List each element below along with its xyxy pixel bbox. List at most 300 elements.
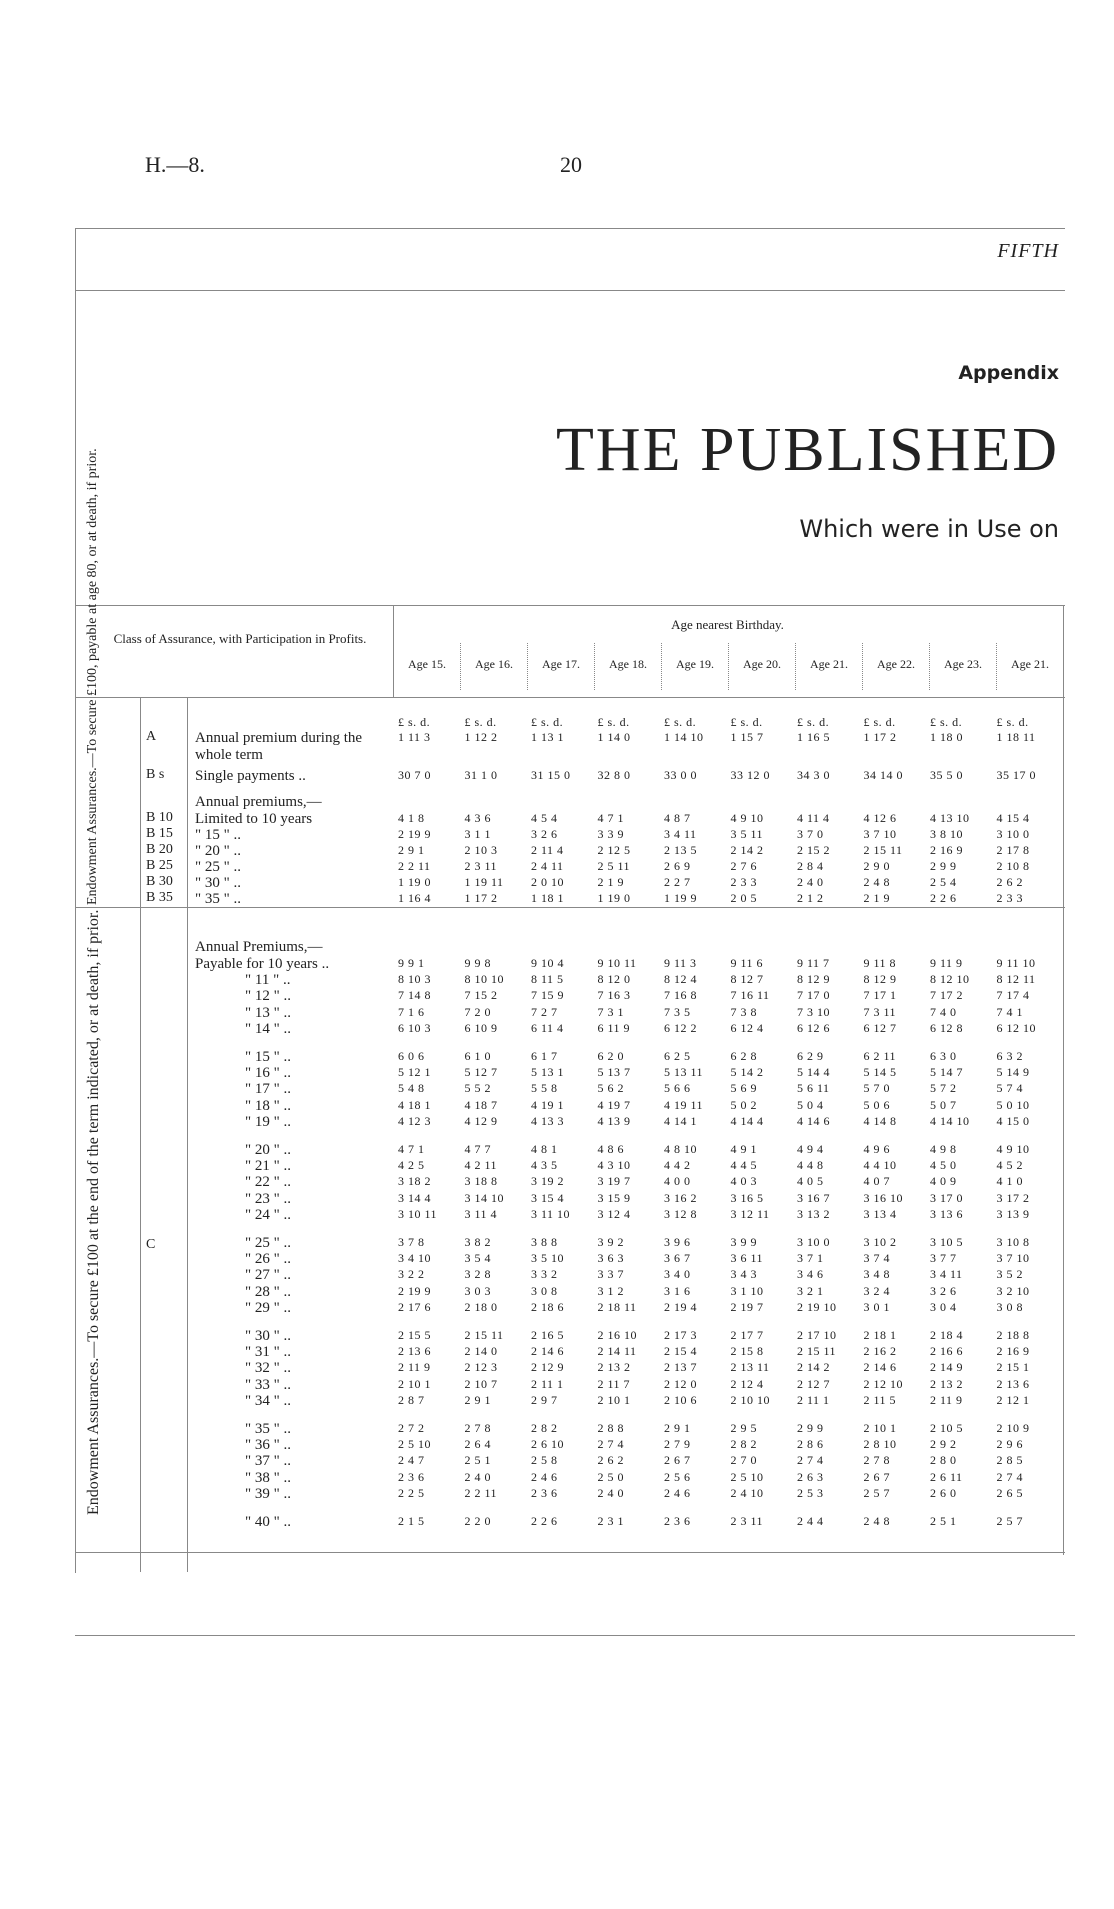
row-description: " 20 " .. [245, 1142, 291, 1158]
premium-cell: 2 16 9 [996, 1344, 1030, 1359]
row-description: " 35 " .. [195, 891, 241, 907]
premium-cell: 3 12 4 [597, 1206, 631, 1221]
premium-cell: 2 17 7 [730, 1328, 764, 1342]
row-code: B s [146, 767, 165, 782]
premium-cell: 9 11 6 [730, 956, 764, 970]
premium-cell: 9 10 4 [531, 956, 564, 970]
header-bottom-rule [75, 697, 1065, 698]
premium-cell: 7 16 11 [730, 988, 770, 1003]
premium-cell: 2 19 4 [664, 1299, 697, 1314]
row-description: Single payments .. [195, 768, 306, 784]
premium-cell: 8 12 4 [664, 972, 697, 987]
premium-cell: 4 3 10 [597, 1158, 631, 1173]
premium-cell: 3 6 3 [597, 1251, 624, 1266]
premium-cell: 4 14 1 [664, 1113, 697, 1128]
premium-cell: 3 1 2 [597, 1283, 624, 1298]
premium-cell: 6 12 2 [664, 1020, 697, 1035]
premium-cell: 2 14 6 [863, 1360, 897, 1375]
premium-cell: 3 16 7 [797, 1190, 830, 1205]
premium-cell: 3 7 0 [797, 827, 824, 841]
premium-cell: 4 19 11 [664, 1097, 704, 1112]
row-code: B 35 [146, 890, 173, 905]
premium-cell: 2 10 10 [730, 1392, 770, 1407]
premium-cell: 6 10 9 [464, 1020, 498, 1035]
premium-cell: 5 14 5 [863, 1065, 897, 1080]
row-description: " 21 " .. [245, 1158, 291, 1175]
units-label: £ s. d. [730, 715, 763, 729]
premium-cell: 9 9 1 [398, 956, 425, 970]
premium-cell: 2 18 1 [863, 1328, 897, 1342]
premium-cell: 2 14 2 [797, 1360, 830, 1375]
premium-cell: 5 0 7 [930, 1097, 957, 1112]
premium-cell: 2 3 3 [730, 875, 757, 889]
premium-cell: 3 5 11 [730, 827, 764, 841]
premium-cell: 9 11 7 [797, 956, 830, 970]
premium-cell: 2 18 8 [996, 1328, 1030, 1342]
premium-cell: 5 14 2 [730, 1065, 764, 1080]
row-description: " 24 " .. [245, 1206, 291, 1223]
premium-cell: 2 11 9 [398, 1360, 431, 1375]
premium-cell: 2 7 4 [797, 1453, 824, 1468]
left-border [75, 228, 76, 1573]
premium-cell: 4 19 1 [531, 1097, 564, 1112]
premium-cell: 1 19 9 [664, 891, 697, 905]
premium-cell: 8 12 0 [597, 972, 631, 987]
premium-cell: 2 17 6 [398, 1299, 431, 1314]
premium-cell: 4 2 11 [464, 1158, 498, 1173]
premium-cell: 2 3 6 [664, 1514, 691, 1528]
row-description: " 40 " .. [245, 1514, 291, 1530]
premium-cell: 2 10 8 [996, 859, 1030, 873]
banner-rule [75, 290, 1065, 291]
premium-cell: 4 1 8 [398, 811, 425, 825]
premium-cell: 5 13 1 [531, 1065, 564, 1080]
premium-cell: 2 18 4 [930, 1328, 963, 1342]
premium-cell: 4 12 9 [464, 1113, 498, 1128]
premium-cell: 5 0 6 [863, 1097, 890, 1112]
premium-cell: 4 11 4 [797, 811, 830, 825]
premium-cell: 4 9 1 [730, 1142, 757, 1156]
premium-cell: 2 2 6 [531, 1514, 558, 1528]
premium-cell: 2 8 2 [531, 1421, 558, 1435]
premium-cell: 2 8 4 [797, 859, 824, 873]
premium-cell: 5 12 7 [464, 1065, 498, 1080]
premium-cell: 2 8 10 [863, 1437, 897, 1452]
premium-cell: 5 5 2 [464, 1081, 491, 1096]
row-description: " 29 " .. [245, 1299, 291, 1316]
premium-cell: 2 4 11 [531, 859, 564, 873]
premium-cell: 2 12 4 [730, 1376, 764, 1391]
code-divider [187, 697, 188, 1572]
premium-cell: 2 9 6 [996, 1437, 1023, 1452]
premium-cell: 4 14 6 [797, 1113, 830, 1128]
premium-cell: 2 6 7 [863, 1469, 890, 1484]
premium-cell: 3 1 10 [730, 1283, 764, 1298]
premium-cell: 2 5 3 [797, 1485, 824, 1500]
premium-cell: 6 12 4 [730, 1020, 764, 1035]
section2-code: C [146, 1237, 156, 1252]
premium-cell: 7 3 11 [863, 1004, 897, 1019]
premium-cell: 2 1 5 [398, 1514, 425, 1528]
premium-cell: 6 2 11 [863, 1049, 897, 1063]
premium-cell: 1 15 7 [730, 730, 764, 744]
premium-cell: 3 2 8 [464, 1267, 491, 1282]
premium-cell: 3 18 2 [398, 1174, 431, 1189]
premium-cell: 7 15 2 [464, 988, 498, 1003]
premium-cell: 4 14 8 [863, 1113, 897, 1128]
age-header: Age nearest Birthday. [671, 617, 784, 632]
premium-cell: 7 17 2 [930, 988, 963, 1003]
units-label: £ s. d. [863, 715, 896, 729]
premium-cell: 2 9 1 [398, 843, 425, 857]
premium-cell: 2 5 6 [664, 1469, 691, 1484]
table-bottom-rule [75, 1552, 1065, 1553]
premium-cell: 6 3 0 [930, 1049, 957, 1063]
premium-cell: 6 3 2 [996, 1049, 1023, 1063]
premium-cell: 5 6 11 [797, 1081, 830, 1096]
premium-cell: 1 19 0 [398, 875, 431, 889]
age-column-header: Age 17. [527, 643, 594, 690]
premium-cell: 2 6 2 [996, 875, 1023, 889]
premium-cell: 2 18 11 [597, 1299, 637, 1314]
premium-cell: 2 10 5 [930, 1421, 963, 1435]
row-description: " 13 " .. [245, 1004, 291, 1021]
premium-cell: 2 7 6 [730, 859, 757, 873]
premium-cell: 4 13 10 [930, 811, 970, 825]
premium-cell: 3 7 10 [996, 1251, 1030, 1266]
premium-cell: 4 13 3 [531, 1113, 564, 1128]
premium-cell: 4 0 9 [930, 1174, 957, 1189]
premium-cell: 3 13 2 [797, 1206, 830, 1221]
premium-cell: 3 7 7 [930, 1251, 957, 1266]
premium-cell: 7 4 0 [930, 1004, 957, 1019]
premium-cell: 3 4 10 [398, 1251, 431, 1266]
premium-cell: 3 12 11 [730, 1206, 770, 1221]
premium-cell: 3 6 7 [664, 1251, 691, 1266]
premium-cell: 2 14 11 [597, 1344, 637, 1359]
premium-cell: 1 18 11 [996, 730, 1036, 744]
premium-cell: 2 15 8 [730, 1344, 764, 1359]
premium-cell: 2 11 4 [531, 843, 564, 857]
premium-cell: 2 0 5 [730, 891, 757, 905]
units-label: £ s. d. [996, 715, 1029, 729]
premium-cell: 6 0 6 [398, 1049, 425, 1063]
row-description: " 17 " .. [245, 1081, 291, 1098]
premium-cell: 4 12 3 [398, 1113, 431, 1128]
premium-cell: 3 10 0 [996, 827, 1030, 841]
row-description: " 38 " .. [245, 1469, 291, 1486]
premium-cell: 2 6 3 [797, 1469, 824, 1484]
premium-cell: 5 6 9 [730, 1081, 757, 1096]
banner-title: THE PUBLISHED [555, 416, 1059, 484]
premium-cell: 3 18 8 [464, 1174, 498, 1189]
premium-cell: 2 5 10 [730, 1469, 764, 1484]
units-label: £ s. d. [664, 715, 697, 729]
premium-cell: 3 7 8 [398, 1235, 425, 1249]
premium-cell: 1 14 0 [597, 730, 631, 744]
premium-cell: 4 4 8 [797, 1158, 824, 1173]
premium-cell: 2 4 0 [597, 1485, 624, 1500]
premium-cell: 2 16 6 [930, 1344, 963, 1359]
premium-cell: 2 8 6 [797, 1437, 824, 1452]
premium-cell: 1 17 2 [464, 891, 498, 905]
premium-cell: 4 9 4 [797, 1142, 824, 1156]
premium-cell: 7 3 10 [797, 1004, 830, 1019]
premium-cell: 2 6 11 [930, 1469, 963, 1484]
premium-cell: 7 1 6 [398, 1004, 425, 1019]
row-description: " 32 " .. [245, 1360, 291, 1377]
age-column-header: Age 16. [460, 643, 527, 690]
premium-cell: 4 1 0 [996, 1174, 1023, 1189]
row-code: B 15 [146, 826, 173, 841]
premium-cell: 2 5 11 [597, 859, 631, 873]
premium-cell: 2 7 8 [863, 1453, 890, 1468]
premium-cell: 7 17 4 [996, 988, 1030, 1003]
row-description: " 27 " .. [245, 1267, 291, 1284]
section1-label: Endowment Assurances.—To secure £100, payable at age 80, or at death, if prior. [85, 448, 100, 905]
banner-appendix: Appendix [958, 362, 1059, 384]
premium-cell: 2 3 6 [398, 1469, 425, 1484]
units-label: £ s. d. [398, 715, 431, 729]
premium-cell: 4 2 5 [398, 1158, 425, 1173]
premium-cell: 6 11 4 [531, 1020, 564, 1035]
age-column-header: Age 20. [728, 643, 795, 690]
premium-cell: 3 0 1 [863, 1299, 890, 1314]
row-description: " 39 " .. [245, 1485, 291, 1502]
premium-cell: 2 10 7 [464, 1376, 498, 1391]
premium-cell: 2 12 5 [597, 843, 631, 857]
premium-cell: 4 9 10 [730, 811, 764, 825]
premium-cell: 1 12 2 [464, 730, 498, 744]
premium-cell: 1 19 0 [597, 891, 631, 905]
premium-cell: 4 8 7 [664, 811, 691, 825]
top-rule [75, 228, 1065, 229]
premium-cell: 4 19 7 [597, 1097, 631, 1112]
premium-cell: 2 9 1 [664, 1421, 691, 1435]
premium-cell: 3 4 11 [664, 827, 697, 841]
label-divider [140, 697, 141, 1572]
premium-cell: 2 17 3 [664, 1328, 697, 1342]
premium-cell: 3 4 6 [797, 1267, 824, 1282]
premium-cell: 5 6 6 [664, 1081, 691, 1096]
premium-cell: 1 18 1 [531, 891, 564, 905]
premium-cell: 3 6 11 [730, 1251, 764, 1266]
premium-cell: 2 4 7 [398, 1453, 425, 1468]
premium-cell: 3 1 1 [464, 827, 491, 841]
premium-cell: 2 3 11 [730, 1514, 764, 1528]
premium-cell: 7 15 9 [531, 988, 564, 1003]
premium-cell: 3 3 7 [597, 1267, 624, 1282]
premium-cell: 4 7 1 [597, 811, 624, 825]
premium-cell: 2 3 1 [597, 1514, 624, 1528]
premium-cell: 2 3 11 [464, 859, 498, 873]
premium-cell: 9 11 3 [664, 956, 697, 970]
premium-cell: 5 7 0 [863, 1081, 890, 1096]
premium-cell: 2 10 3 [464, 843, 498, 857]
row-description: " 20 " .. [195, 843, 241, 859]
premium-cell: 7 2 7 [531, 1004, 558, 1019]
premium-cell: 5 0 10 [996, 1097, 1030, 1112]
premium-cell: 4 5 0 [930, 1158, 957, 1173]
age-column-header: Age 23. [929, 643, 996, 690]
premium-cell: 2 9 0 [863, 859, 890, 873]
premium-cell: 7 14 8 [398, 988, 431, 1003]
premium-cell: 4 18 1 [398, 1097, 431, 1112]
premium-cell: 2 9 5 [730, 1421, 757, 1435]
premium-cell: 2 10 1 [398, 1376, 431, 1391]
premium-cell: 4 0 7 [863, 1174, 890, 1189]
age-column-header: Age 22. [862, 643, 929, 690]
premium-cell: 2 19 7 [730, 1299, 764, 1314]
premium-cell: 2 16 10 [597, 1328, 637, 1342]
premium-cell: 3 9 2 [597, 1235, 624, 1249]
premium-cell: 4 13 9 [597, 1113, 631, 1128]
premium-cell: 3 5 2 [996, 1267, 1023, 1282]
row-description: " 15 " .. [195, 827, 241, 843]
premium-cell: 2 16 9 [930, 843, 963, 857]
premium-cell: 2 7 0 [730, 1453, 757, 1468]
premium-cell: 2 8 5 [996, 1453, 1023, 1468]
premium-cell: 2 6 5 [996, 1485, 1023, 1500]
premium-cell: 2 10 9 [996, 1421, 1030, 1435]
premium-cell: 2 14 6 [531, 1344, 564, 1359]
units-label: £ s. d. [464, 715, 497, 729]
premium-cell: 2 15 11 [863, 843, 903, 857]
units-label: £ s. d. [930, 715, 963, 729]
premium-cell: 6 11 9 [597, 1020, 631, 1035]
premium-cell: 2 19 10 [797, 1299, 837, 1314]
premium-cell: 2 6 0 [930, 1485, 957, 1500]
premium-cell: 2 18 0 [464, 1299, 498, 1314]
premium-cell: 3 2 4 [863, 1283, 890, 1298]
row-code: B 30 [146, 874, 173, 889]
premium-cell: 2 12 7 [797, 1376, 830, 1391]
premium-cell: 3 10 0 [797, 1235, 830, 1249]
premium-cell: 6 12 6 [797, 1020, 830, 1035]
premium-cell: 2 10 1 [863, 1421, 897, 1435]
premium-cell: 2 7 4 [597, 1437, 624, 1452]
premium-cell: 2 9 2 [930, 1437, 957, 1452]
age-columns [393, 643, 1063, 690]
premium-cell: 35 5 0 [930, 768, 963, 782]
premium-cell: 2 13 2 [597, 1360, 631, 1375]
premium-cell: 3 10 5 [930, 1235, 963, 1249]
premium-cell: 3 11 4 [464, 1206, 498, 1221]
premium-cell: 1 19 11 [464, 875, 504, 889]
premium-cell: 2 6 4 [464, 1437, 491, 1452]
premium-cell: 3 17 2 [996, 1190, 1030, 1205]
premium-cell: 3 13 6 [930, 1206, 963, 1221]
premium-cell: 2 5 8 [531, 1453, 558, 1468]
banner-fifth: FIFTH [997, 240, 1059, 262]
premium-cell: 4 15 4 [996, 811, 1030, 825]
premium-cell: 2 15 1 [996, 1360, 1030, 1375]
premium-cell: 2 4 8 [863, 875, 890, 889]
premium-cell: 3 2 6 [930, 1283, 957, 1298]
premium-cell: 4 9 6 [863, 1142, 890, 1156]
premium-cell: 2 13 2 [930, 1376, 963, 1391]
premium-cell: 5 0 2 [730, 1097, 757, 1112]
units-label: £ s. d. [797, 715, 830, 729]
premium-cell: 2 6 7 [664, 1453, 691, 1468]
premium-cell: 33 12 0 [730, 768, 770, 782]
premium-cell: 4 9 8 [930, 1142, 957, 1156]
row-description: " 12 " .. [245, 988, 291, 1005]
premium-cell: 2 2 5 [398, 1485, 425, 1500]
premium-cell: 7 16 3 [597, 988, 631, 1003]
premium-cell: 2 8 7 [398, 1392, 425, 1407]
premium-cell: 4 8 6 [597, 1142, 624, 1156]
row-description: " 31 " .. [245, 1344, 291, 1361]
row-description: " 14 " .. [245, 1020, 291, 1037]
row-description: " 34 " .. [245, 1392, 291, 1409]
premium-cell: 5 14 4 [797, 1065, 830, 1080]
premium-cell: 4 15 0 [996, 1113, 1030, 1128]
premium-cell: 32 8 0 [597, 768, 631, 782]
age-column-header: Age 18. [594, 643, 661, 690]
premium-cell: 2 5 0 [597, 1469, 624, 1484]
premium-cell: 2 11 1 [797, 1392, 830, 1407]
premium-cell: 7 3 1 [597, 1004, 624, 1019]
premium-cell: 3 5 10 [531, 1251, 564, 1266]
premium-cell: 2 4 6 [664, 1485, 691, 1500]
premium-cell: 3 0 4 [930, 1299, 957, 1314]
premium-cell: 4 8 1 [531, 1142, 558, 1156]
section2-label: Endowment Assurances.—To secure £100 at the end of the term indicated, or at death, if prior. [85, 909, 102, 1515]
premium-cell: 2 5 7 [996, 1514, 1023, 1528]
row-description: Annual premium during the whole term [195, 730, 363, 763]
document-code: H.—8. [145, 152, 205, 177]
row-description: " 11 " .. [245, 972, 291, 989]
row-description: " 19 " .. [245, 1113, 291, 1130]
premium-cell: 2 17 8 [996, 843, 1030, 857]
premium-cell: 2 3 6 [531, 1485, 558, 1500]
premium-cell: 7 17 0 [797, 988, 830, 1003]
premium-cell: 2 14 2 [730, 843, 764, 857]
premium-cell: 2 18 6 [531, 1299, 564, 1314]
premium-cell: 2 11 5 [863, 1392, 897, 1407]
premium-cell: 1 13 1 [531, 730, 564, 744]
row-code: B 10 [146, 810, 173, 825]
premium-cell: 9 11 10 [996, 956, 1036, 970]
premium-cell: 3 7 4 [863, 1251, 890, 1266]
premium-cell: 3 2 1 [797, 1283, 824, 1298]
premium-cell: 3 2 6 [531, 827, 558, 841]
row-description: " 26 " .. [245, 1251, 291, 1268]
premium-cell: 8 12 11 [996, 972, 1036, 987]
premium-cell: 4 0 5 [797, 1174, 824, 1189]
premium-cell: 5 12 1 [398, 1065, 431, 1080]
premium-cell: 2 11 9 [930, 1392, 963, 1407]
premium-cell: 1 18 0 [930, 730, 963, 744]
premium-cell: 2 12 9 [531, 1360, 564, 1375]
premium-cell: 5 13 11 [664, 1065, 704, 1080]
premium-cell: 5 13 7 [597, 1065, 631, 1080]
premium-cell: 2 5 4 [930, 875, 957, 889]
page-number: 20 [560, 152, 582, 177]
premium-cell: 2 9 1 [464, 1392, 491, 1407]
premium-cell: 4 5 4 [531, 811, 558, 825]
premium-cell: 2 17 10 [797, 1328, 837, 1342]
age-column-header: Age 21. [996, 643, 1063, 690]
premium-cell: 2 15 4 [664, 1344, 697, 1359]
premium-cell: 5 7 2 [930, 1081, 957, 1096]
premium-cell: 2 7 2 [398, 1421, 425, 1435]
row-description: " 37 " .. [245, 1453, 291, 1470]
age-column-header: Age 19. [661, 643, 728, 690]
premium-cell: 3 9 9 [730, 1235, 757, 1249]
premium-cell: 2 5 10 [398, 1437, 431, 1452]
